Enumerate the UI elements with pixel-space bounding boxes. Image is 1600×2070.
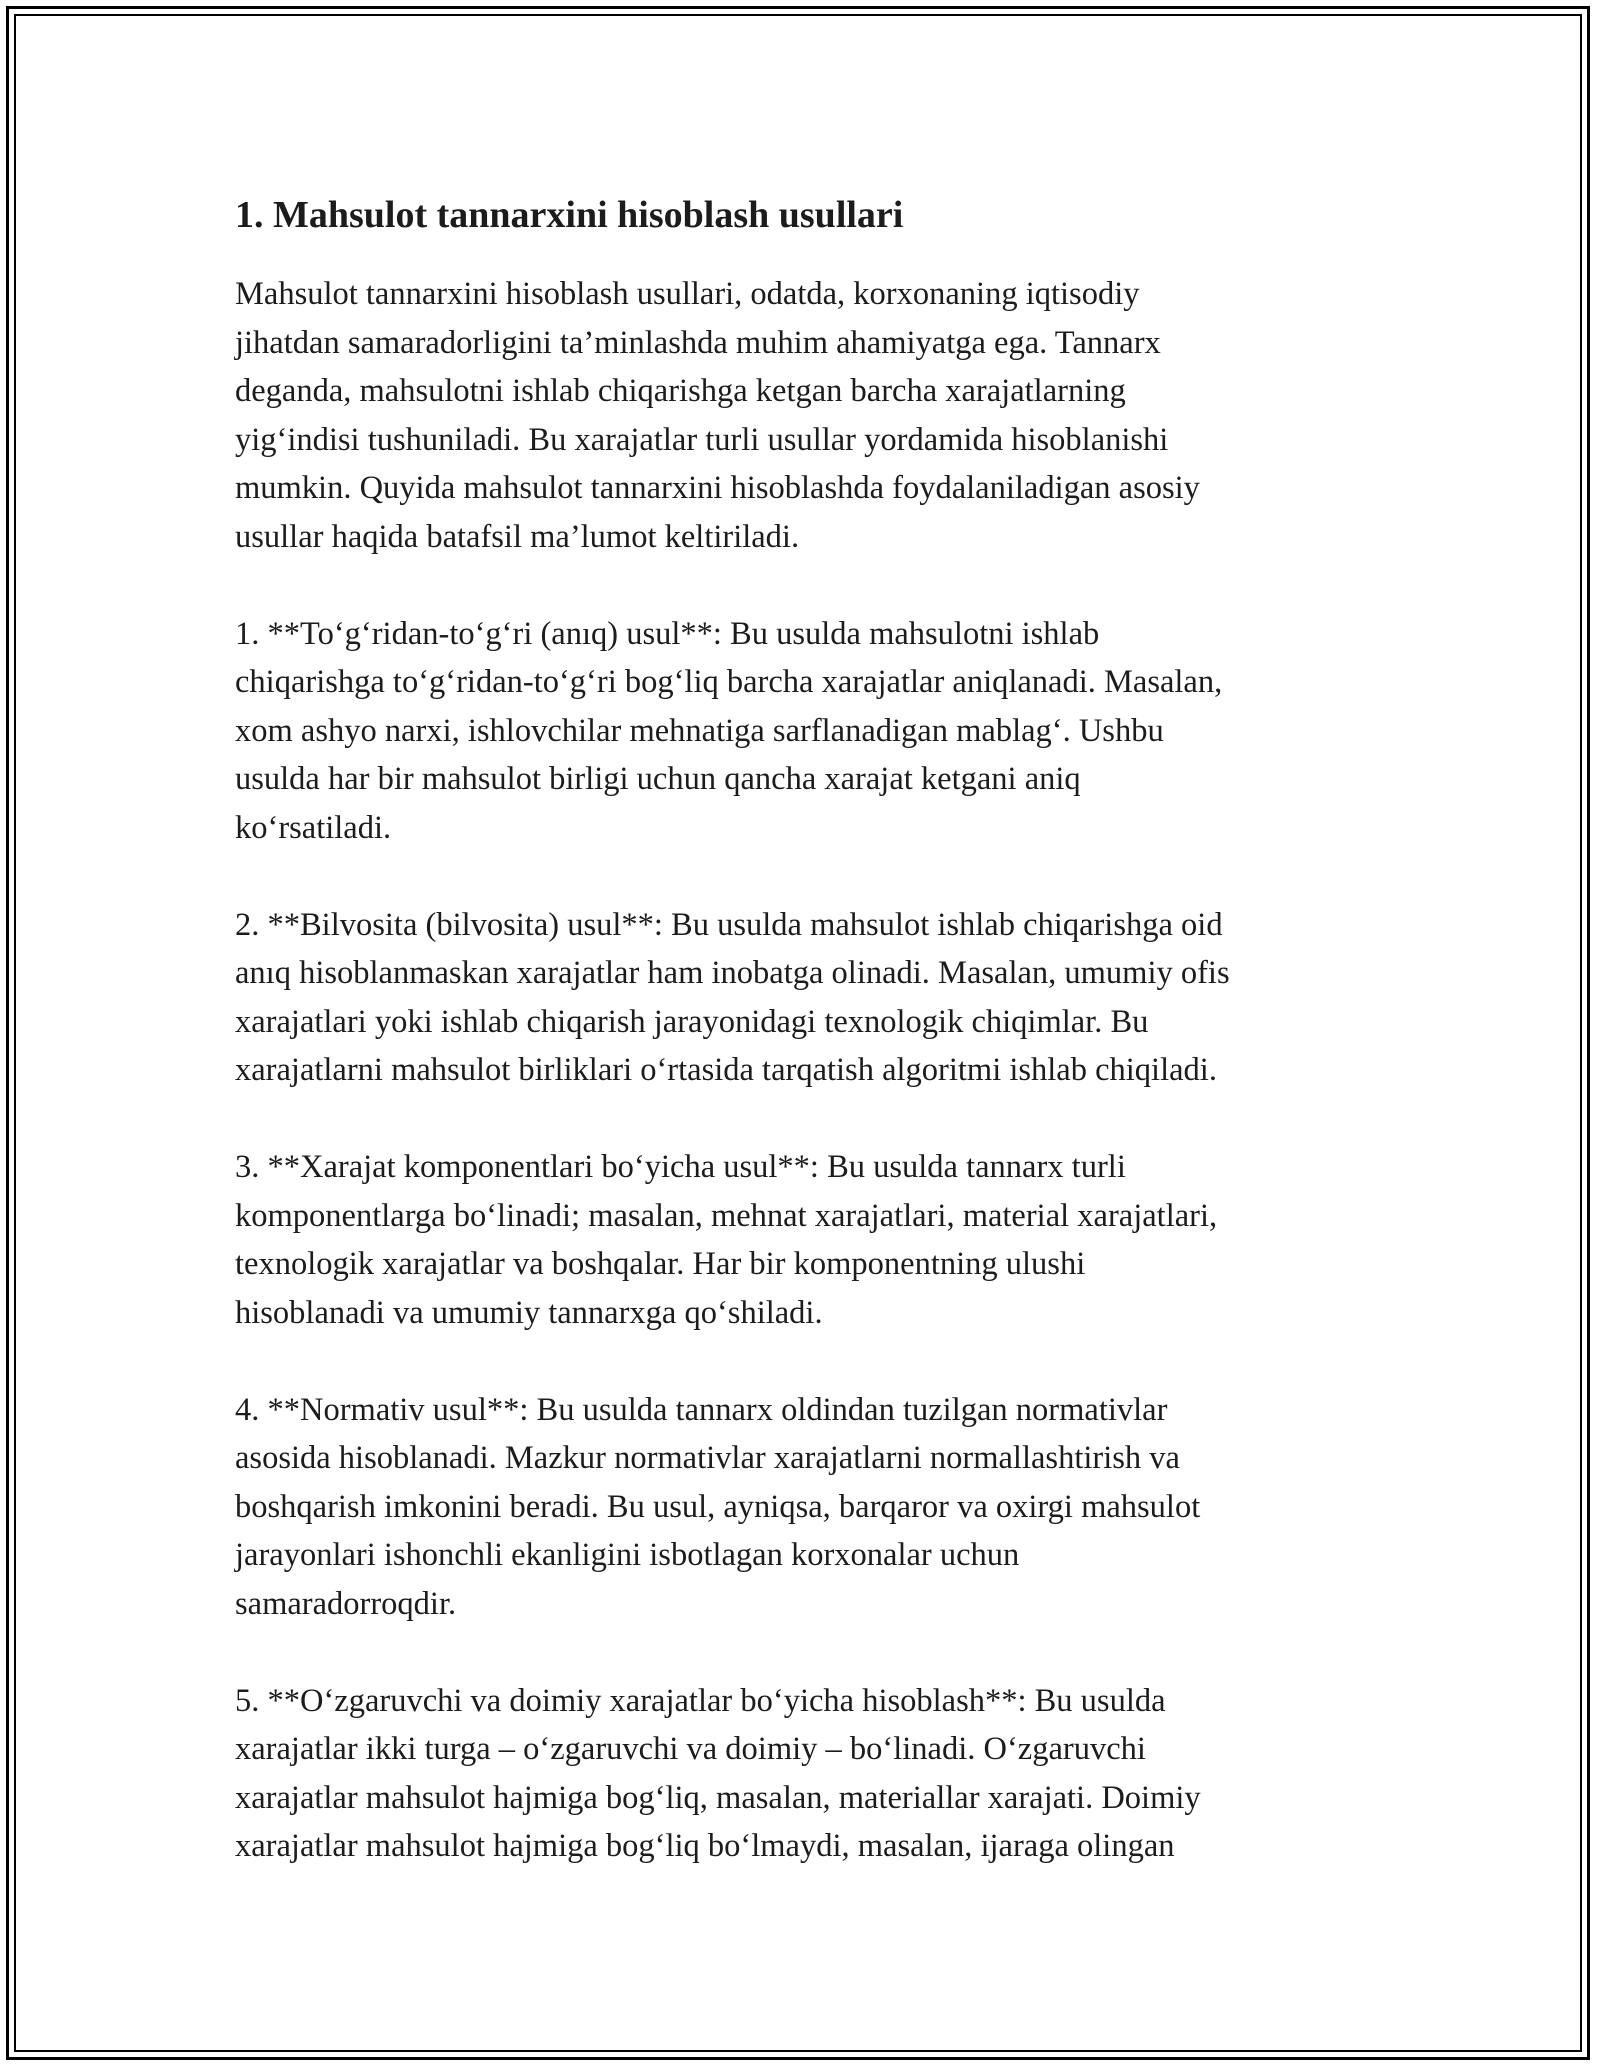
paragraph-line: ko‘rsatiladi. bbox=[235, 809, 392, 846]
paragraph-line: yig‘indisi tushuniladi. Bu xarajatlar turli usullar yordamida hisoblanishi bbox=[235, 421, 1169, 458]
paragraph-line: xarajatlar mahsulot hajmiga bog‘liq, masalan, materiallar xarajati. Doimiy bbox=[235, 1779, 1201, 1816]
paragraph-line: 1. **To‘g‘ridan-to‘g‘ri (anıq) usul**: Bu usulda mahsulotni ishlab bbox=[235, 615, 1100, 652]
paragraph-line: xom ashyo narxi, ishlovchilar mehnatiga sarflanadigan mablag‘. Ushbu bbox=[235, 712, 1164, 749]
intro-paragraph bbox=[235, 270, 1385, 561]
section-heading: 1. Mahsulot tannarxini hisoblash usullari bbox=[235, 194, 904, 236]
paragraph-line: boshqarish imkonini beradi. Bu usul, ayniqsa, barqaror va oxirgi mahsulot bbox=[235, 1488, 1201, 1525]
document-body bbox=[235, 185, 1385, 1919]
paragraph-line: xarajatlari yoki ishlab chiqarish jarayonidagi texnologik chiqimlar. Bu bbox=[235, 1003, 1149, 1040]
method-5-paragraph bbox=[235, 1677, 1385, 1871]
paragraph-line: xarajatlar mahsulot hajmiga bog‘liq bo‘lmaydi, masalan, ijaraga olingan bbox=[235, 1828, 1175, 1864]
paragraph-line: samaradorroqdir. bbox=[235, 1585, 457, 1622]
paragraph-line: 4. **Normativ usul**: Bu usulda tannarx oldindan tuzilgan normativlar bbox=[235, 1391, 1168, 1428]
paragraph-line: usulda har bir mahsulot birligi uchun qancha xarajat ketgani aniq bbox=[235, 761, 1081, 797]
method-2-paragraph bbox=[235, 901, 1385, 1095]
paragraph-line: asosida hisoblanadi. Mazkur normativlar xarajatlarni normallashtirish va bbox=[235, 1440, 1180, 1476]
method-3-paragraph bbox=[235, 1143, 1385, 1337]
paragraph-line: jihatdan samaradorligini ta’minlashda muhim ahamiyatga ega. Tannarx bbox=[235, 324, 1161, 361]
paragraph-line: anıq hisoblanmaskan xarajatlar ham inobatga olinadi. Masalan, umumiy ofis bbox=[235, 955, 1230, 991]
paragraph-line: Mahsulot tannarxini hisoblash usullari, odatda, korxonaning iqtisodiy bbox=[235, 276, 1140, 312]
method-4-paragraph bbox=[235, 1386, 1385, 1629]
paragraph-line: hisoblanadi va umumiy tannarxga qo‘shiladi. bbox=[235, 1294, 823, 1331]
paragraph-line: 5. **O‘zgaruvchi va doimiy xarajatlar bo‘yicha hisoblash**: Bu usulda bbox=[235, 1682, 1166, 1719]
paragraph-line: usullar haqida batafsil ma’lumot keltiriladi. bbox=[235, 518, 800, 555]
paragraph-line: texnologik xarajatlar va boshqalar. Har bir komponentning ulushi bbox=[235, 1246, 1086, 1282]
paragraph-line: 2. **Bilvosita (bilvosita) usul**: Bu usulda mahsulot ishlab chiqarishga oid bbox=[235, 906, 1223, 943]
paragraph-line: komponentlarga bo‘linadi; masalan, mehnat xarajatlari, material xarajatlari, bbox=[235, 1197, 1218, 1234]
paragraph-line: 3. **Xarajat komponentlari bo‘yicha usul**: Bu usulda tannarx turli bbox=[235, 1149, 1126, 1185]
paragraph-line: chiqarishga to‘g‘ridan-to‘g‘ri bog‘liq barcha xarajatlar aniqlanadi. Masalan, bbox=[235, 664, 1223, 700]
paragraph-line: xarajatlar ikki turga – o‘zgaruvchi va doimiy – bo‘linadi. O‘zgaruvchi bbox=[235, 1731, 1146, 1767]
method-1-paragraph bbox=[235, 610, 1385, 853]
paragraph-line: xarajatlarni mahsulot birliklari o‘rtasida tarqatish algoritmi ishlab chiqiladi. bbox=[235, 1052, 1217, 1088]
paragraph-line: jarayonlari ishonchli ekanligini isbotlagan korxonalar uchun bbox=[235, 1537, 1020, 1573]
paragraph-line: deganda, mahsulotni ishlab chiqarishga ketgan barcha xarajatlarning bbox=[235, 373, 1126, 409]
paragraph-line: mumkin. Quyida mahsulot tannarxini hisoblashda foydalaniladigan asosiy bbox=[235, 470, 1200, 506]
